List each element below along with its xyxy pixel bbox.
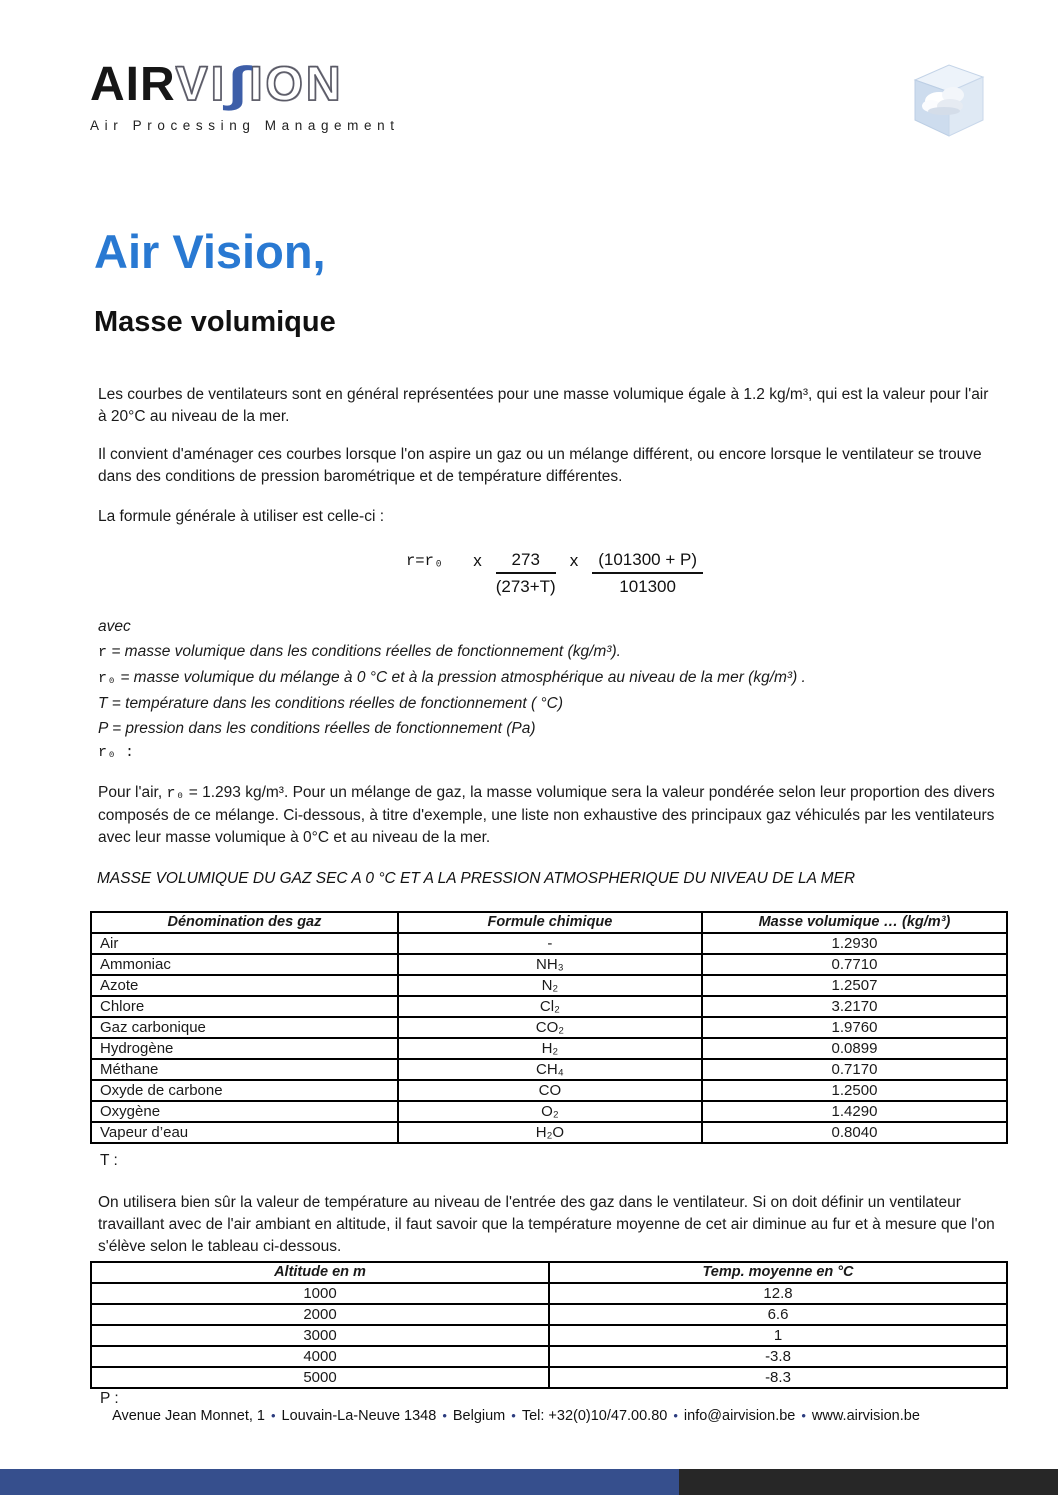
airvision-wordmark [90, 60, 400, 110]
footer-country: Belgium [452, 1408, 506, 1424]
definition-T: T = température dans les conditions réelles de fonctionnement ( °C) [98, 695, 563, 712]
bullet-separator-icon: • [801, 1408, 806, 1423]
table-header-row [91, 1262, 1007, 1283]
fraction-denominator: (273+T) [495, 577, 556, 596]
altitude-cell: 4000 [91, 1346, 549, 1367]
page-title: Air Vision, [94, 225, 326, 278]
table-row [91, 933, 1007, 954]
density-cell: 1.2507 [702, 975, 1007, 996]
formula-cell: CO [398, 1080, 702, 1101]
page-subtitle: Masse volumique [94, 306, 336, 338]
header-gas-name: Dénomination des gaz [91, 912, 398, 933]
formula-cell: H₂ [398, 1038, 702, 1059]
formula-lhs: r=r₀ [406, 552, 444, 570]
header-avg-temperature: Temp. moyenne en °C [549, 1262, 1007, 1283]
altitude-cell: 1000 [91, 1283, 549, 1304]
footer-website: www.airvision.be [811, 1408, 920, 1424]
temperature-cell: 12.8 [549, 1283, 1007, 1304]
gas-name-cell: Air [91, 933, 398, 954]
density-cell: 0.8040 [702, 1122, 1007, 1143]
definition-r0: r₀ = masse volumique du mélange à 0 °C et à la pression atmosphérique au niveau de la mer (kg/m³) . [98, 669, 806, 687]
density-formula [406, 550, 703, 597]
footer-address-line [0, 1408, 1032, 1424]
gas-name-cell: Oxyde de carbone [91, 1080, 398, 1101]
t-section-label: T : [100, 1152, 118, 1169]
bullet-separator-icon: • [270, 1408, 276, 1423]
formula-fraction-temperature [496, 550, 556, 597]
gas-name-cell: Chlore [91, 996, 398, 1017]
intro-paragraph-3: La formule générale à utiliser est celle-ci : [98, 507, 385, 525]
p-section-label: P : [100, 1390, 119, 1407]
table-row [91, 1325, 1007, 1346]
bottom-bar-dark-segment [679, 1469, 1058, 1495]
formula-cell: Cl₂ [398, 996, 702, 1017]
temperature-cell: -8.3 [549, 1367, 1007, 1388]
table-row [91, 1346, 1007, 1367]
table-row [91, 1017, 1007, 1038]
density-cell: 0.7710 [702, 954, 1007, 975]
logo-tagline: Air Processing Management [90, 118, 400, 134]
header-density: Masse volumique … (kg/m³) [702, 912, 1007, 933]
table-row [91, 1080, 1007, 1101]
header-altitude: Altitude en m [91, 1262, 549, 1283]
r0-section-paragraph: Pour l'air, r₀ = 1.293 kg/m³. Pour un mélange de gaz, la masse volumique sera la valeur pondérée selon leur proportion des divers composés de ce mélange. Ci-dessous, à titre d'exemple, une liste non exhaustive des principaux gaz véhiculés par les ventilateurs avec leur masse volumique à 0°C et au niveau de la mer. [98, 783, 995, 846]
table-row [91, 1304, 1007, 1325]
intro-paragraph-2: Il convient d'aménager ces courbes lorsque l'on aspire un gaz ou un mélange différent, ou encore lorsque le ventilateur se trouve dans des conditions de pression barométrique et de température différentes. [98, 445, 982, 485]
fraction-numerator: (101300 + P) [592, 550, 703, 574]
density-cell: 1.4290 [702, 1101, 1007, 1122]
formula-times-2: x [569, 551, 579, 570]
footer-street: Avenue Jean Monnet, 1 [112, 1408, 265, 1424]
footer-email: info@airvision.be [683, 1408, 796, 1424]
avec-label: avec [98, 618, 131, 635]
definition-r: r = masse volumique dans les conditions réelles de fonctionnement (kg/m³). [98, 643, 621, 661]
cube-cloud-svg [903, 56, 991, 144]
density-cell: 1.9760 [702, 1017, 1007, 1038]
altitude-cell: 2000 [91, 1304, 549, 1325]
density-cell: 0.7170 [702, 1059, 1007, 1080]
gas-name-cell: Vapeur d’eau [91, 1122, 398, 1143]
bottom-color-bar [0, 1469, 1058, 1495]
formula-times-1: x [473, 551, 482, 570]
formula-cell: N₂ [398, 975, 702, 996]
formula-cell: CO₂ [398, 1017, 702, 1038]
formula-cell: - [398, 933, 702, 954]
airvision-logo [90, 60, 400, 133]
density-cell: 3.2170 [702, 996, 1007, 1017]
altitude-cell: 5000 [91, 1367, 549, 1388]
altitude-temperature-table [90, 1261, 1008, 1389]
formula-fraction-pressure [592, 550, 703, 597]
table-header-row [91, 912, 1007, 933]
table-row [91, 1101, 1007, 1122]
fraction-denominator: 101300 [619, 577, 676, 596]
density-cell: 0.0899 [702, 1038, 1007, 1059]
r0-section-label: r₀ : [98, 744, 135, 761]
gas-name-cell: Oxygène [91, 1101, 398, 1122]
table-row [91, 996, 1007, 1017]
gas-name-cell: Ammoniac [91, 954, 398, 975]
table-row [91, 954, 1007, 975]
gas-name-cell: Hydrogène [91, 1038, 398, 1059]
gas-name-cell: Azote [91, 975, 398, 996]
formula-cell: NH₃ [398, 954, 702, 975]
table-row [91, 1367, 1007, 1388]
logo-s-glyph: ∫ [227, 58, 249, 111]
footer-phone: Tel: +32(0)10/47.00.80 [521, 1408, 668, 1424]
gas-density-table [90, 911, 1008, 1144]
cube-cloud-icon [903, 56, 991, 144]
table-row [91, 975, 1007, 996]
fraction-numerator: 273 [496, 550, 556, 574]
altitude-cell: 3000 [91, 1325, 549, 1346]
temperature-cell: 1 [549, 1325, 1007, 1346]
definition-P: P = pression dans les conditions réelles de fonctionnement (Pa) [98, 720, 536, 737]
bullet-separator-icon: • [511, 1408, 516, 1423]
t-section-paragraph: On utilisera bien sûr la valeur de température au niveau de l'entrée des gaz dans le ventilateur. Si on doit définir un ventilateur travaillant avec de l'air ambiant en altitude, il faut savoir que la température moyenne de cet air diminue au fur et à mesure que l'on s'élève selon le tableau ci-dessous. [98, 1193, 995, 1255]
bullet-separator-icon: • [442, 1408, 447, 1423]
variable-definitions [98, 614, 806, 741]
table-row [91, 1122, 1007, 1143]
density-cell: 1.2930 [702, 933, 1007, 954]
logo-ion-text: ION [249, 58, 344, 111]
intro-paragraph-1: Les courbes de ventilateurs sont en général représentées pour une masse volumique égale à 1.2 kg/m³, qui est la valeur pour l'air à 20°C au niveau de la mer. [98, 385, 989, 425]
formula-cell: CH₄ [398, 1059, 702, 1080]
r0-inline-var: r₀ [166, 784, 185, 802]
logo-vi-text: VI [175, 58, 228, 111]
formula-cell: O₂ [398, 1101, 702, 1122]
temperature-cell: 6.6 [549, 1304, 1007, 1325]
header-chemical-formula: Formule chimique [398, 912, 702, 933]
gas-name-cell: Gaz carbonique [91, 1017, 398, 1038]
bottom-bar-blue-segment [0, 1469, 679, 1495]
density-cell: 1.2500 [702, 1080, 1007, 1101]
gas-table-caption: MASSE VOLUMIQUE DU GAZ SEC A 0 °C ET A LA PRESSION ATMOSPHERIQUE DU NIVEAU DE LA MER [97, 870, 856, 887]
table-row [91, 1059, 1007, 1080]
gas-name-cell: Méthane [91, 1059, 398, 1080]
formula-cell: H₂O [398, 1122, 702, 1143]
table-row [91, 1038, 1007, 1059]
temperature-cell: -3.8 [549, 1346, 1007, 1367]
footer-city: Louvain-La-Neuve 1348 [281, 1408, 437, 1424]
table-row [91, 1283, 1007, 1304]
logo-air-text: AIR [90, 58, 176, 111]
bullet-separator-icon: • [673, 1408, 678, 1423]
